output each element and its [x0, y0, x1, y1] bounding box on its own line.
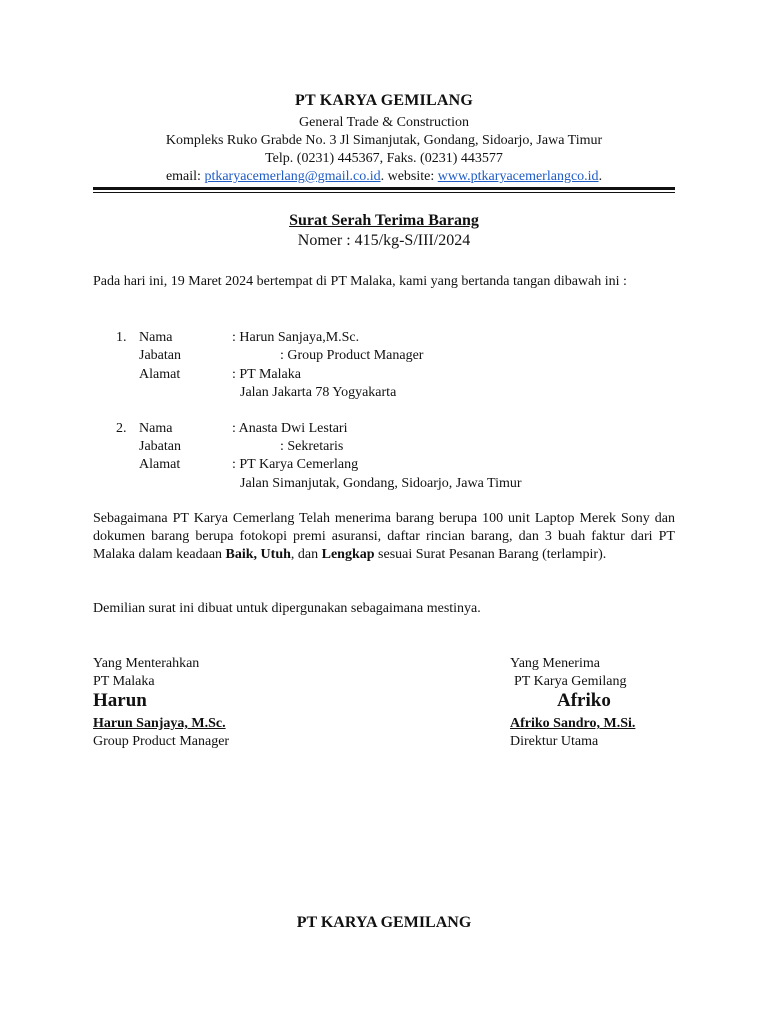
- letterhead-divider-thick: [93, 187, 675, 190]
- party-2-address-label: Alamat: [139, 457, 181, 472]
- body-bold-condition: Baik, Utuh: [225, 547, 291, 562]
- document-number: Nomer : 415/kg-S/III/2024: [297, 232, 471, 249]
- company-phone-fax: Telp. (0231) 445367, Faks. (0231) 443577: [265, 151, 503, 166]
- closing-paragraph: Demilian surat ini dibuat untuk dipergunakan sebagaimana mestinya.: [93, 601, 481, 616]
- company-address: Kompleks Ruko Grabde No. 3 Jl Simanjutak, Gondang, Sidoarjo, Jawa Timur: [165, 133, 603, 148]
- sig-left-company: PT Malaka: [93, 674, 155, 689]
- email-label: email:: [165, 169, 205, 184]
- company-business: General Trade & Construction: [299, 115, 469, 130]
- sig-left-signature: Harun: [93, 690, 147, 711]
- website-link[interactable]: www.ptkaryacemerlangco.id: [437, 169, 599, 184]
- company-name: PT KARYA GEMILANG: [295, 92, 473, 109]
- sig-right-role: Yang Menerima: [510, 656, 600, 671]
- party-1-name-value: : Harun Sanjaya,M.Sc.: [232, 330, 360, 345]
- footer-company-name: PT KARYA GEMILANG: [296, 914, 472, 931]
- body-text-2: , dan: [290, 547, 322, 562]
- party-2-name-label: Nama: [139, 421, 173, 436]
- sig-right-position: Direktur Utama: [510, 734, 599, 749]
- party-1-address-label: Alamat: [139, 367, 181, 382]
- letterhead-divider-thin: [93, 192, 675, 193]
- contact-trailing: .: [598, 169, 603, 184]
- party-1-number: 1.: [116, 330, 127, 345]
- party-2-position-value: : Sekretaris: [280, 439, 344, 454]
- email-link[interactable]: ptkaryacemerlang@gmail.co.id: [204, 169, 381, 184]
- body-bold-complete: Lengkap: [321, 547, 375, 562]
- intro-paragraph: Pada hari ini, 19 Maret 2024 bertempat di PT Malaka, kami yang bertanda tangan dibawah ini :: [93, 274, 627, 289]
- sig-left-position: Group Product Manager: [93, 734, 230, 749]
- body-paragraph: [93, 510, 675, 564]
- website-label: . website:: [380, 169, 438, 184]
- sig-left-name: Harun Sanjaya, M.Sc.: [93, 716, 226, 731]
- party-1-name-label: Nama: [139, 330, 173, 345]
- party-2-number: 2.: [116, 421, 127, 436]
- party-1-position-label: Jabatan: [139, 348, 181, 363]
- party-2-name-value: : Anasta Dwi Lestari: [232, 421, 348, 436]
- party-2-address-value: : PT Karya Cemerlang: [232, 457, 359, 472]
- sig-right-name: Afriko Sandro, M.Si.: [510, 716, 636, 731]
- party-1-position-value: : Group Product Manager: [280, 348, 424, 363]
- document-title: Surat Serah Terima Barang: [289, 212, 479, 229]
- party-1-address-line2: Jalan Jakarta 78 Yogyakarta: [240, 385, 397, 400]
- sig-left-role: Yang Menterahkan: [93, 656, 200, 671]
- party-1-address-value: : PT Malaka: [232, 367, 301, 382]
- sig-right-company: PT Karya Gemilang: [514, 674, 627, 689]
- body-text-1: Sebagaimana PT Karya Cemerlang Telah menerima barang berupa 100 unit Laptop Merek Sony dan dokumen barang berupa fotokopi premi asuransi, daftar rincian barang, dan 3 buah faktur dari PT Malaka dalam keadaan: [93, 511, 675, 562]
- body-text-3: sesuai Surat Pesanan Barang (terlampir).: [374, 547, 607, 562]
- party-2-address-line2: Jalan Simanjutak, Gondang, Sidoarjo, Jawa Timur: [240, 476, 522, 491]
- party-2-position-label: Jabatan: [139, 439, 181, 454]
- sig-right-signature: Afriko: [557, 690, 611, 711]
- company-contact: [0, 168, 768, 185]
